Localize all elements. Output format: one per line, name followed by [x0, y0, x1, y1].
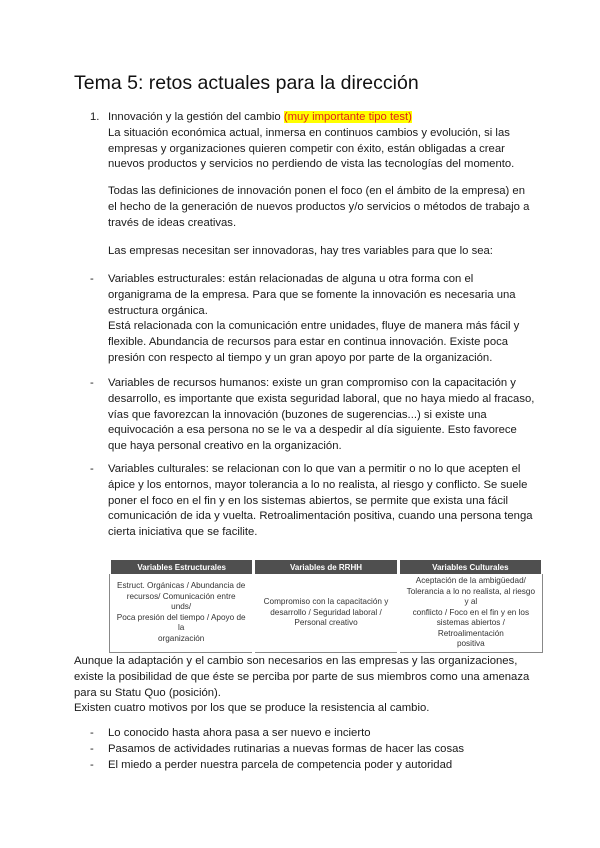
- text-line: La situación económica actual, inmersa en continuos cambios y evolución, si las: [108, 126, 510, 139]
- paragraph-definitions: [108, 184, 553, 231]
- text-line: Variables de recursos humanos: existe un gran compromiso con la capacitación y: [108, 377, 516, 389]
- highlight-note: (muy importante tipo test): [283, 111, 412, 123]
- bullet-dash: -: [90, 377, 94, 389]
- bullet-dash: -: [90, 727, 94, 739]
- table-header: Variables Estructurales: [110, 560, 254, 574]
- text-line: Está relacionada con la comunicación entre unidades, fluye de manera más fácil y: [108, 320, 520, 333]
- text-line: Todas las definiciones de innovación ponen el foco (en el ámbito de la empresa) en: [108, 185, 525, 197]
- text-line: flexible. Abundancia de recursos para estar en continua innovación. Existe poca: [108, 336, 509, 349]
- section-heading-text: Innovación y la gestión del cambio: [108, 111, 284, 123]
- text-line: Existen cuatro motivos por los que se produce la resistencia al cambio.: [74, 702, 430, 715]
- text-line: para su Statu Quo (posición).: [74, 686, 221, 699]
- table-cell-hr: [254, 574, 398, 652]
- table-header: Variables de RRHH: [254, 560, 398, 574]
- cell-line: Tolerancia a lo no realista, al riesgo y al: [406, 586, 535, 606]
- paragraph-variables-intro: Las empresas necesitan ser innovadoras, hay tres variables para que lo sea:: [108, 245, 493, 257]
- cell-line: Compromiso con la capacitación y: [263, 597, 389, 606]
- text-line: cierta iniciativa que se facilite.: [108, 526, 258, 539]
- bullet-structural: [108, 272, 553, 367]
- cell-line: desarrollo / Seguridad laboral /: [270, 607, 382, 617]
- variables-table: [108, 560, 544, 653]
- list-number: 1.: [90, 111, 100, 123]
- page-title: Tema 5: retos actuales para la dirección: [74, 72, 419, 94]
- bullet-dash: -: [90, 463, 94, 475]
- text-line: equivocación a esa persona no se le va a despedir al día siguiente. Esto favorece: [108, 424, 517, 437]
- text-line: vías que favorezcan la innovación (buzones de sugerencias...) si existe una: [108, 408, 487, 421]
- bullet-dash: -: [90, 742, 94, 755]
- cell-line: Aceptación de la ambigüedad/: [415, 576, 526, 585]
- text-line: desarrollo, es importante que exista seguridad laboral, que no haya miedo al fracaso,: [108, 392, 535, 405]
- cell-line: sistemas abiertos / Retroalimentación: [436, 618, 505, 638]
- text-line: empresas y organizaciones quieren competir con éxito, están obligadas a crear: [108, 142, 505, 155]
- cell-line: positiva: [456, 639, 485, 648]
- text-line: poner el foco en el fin y en los sistemas abiertos, se permite que exista una fácil: [108, 494, 508, 507]
- text-line: Aunque la adaptación y el cambio son necesarios en las empresas y las organizaciones,: [74, 655, 518, 667]
- bullet-hr: [108, 376, 553, 455]
- cell-line: organización: [157, 633, 205, 643]
- bullet-dash: -: [90, 758, 94, 771]
- cell-line: recursos/ Comunicación entre unds/: [126, 591, 236, 612]
- cell-line: conflicto / Foco en el fin y en los: [412, 607, 530, 617]
- text-line: existe la posibilidad de que éste se perciba por parte de sus miembros como una amenaza: [74, 670, 530, 683]
- text-line: Variables culturales: se relacionan con lo que van a permitir o no lo que acepten el: [108, 463, 521, 475]
- reason-item: Pasamos de actividades rutinarias a nuevas formas de hacer las cosas: [108, 742, 465, 755]
- bullet-dash: -: [90, 273, 94, 285]
- text-line: el hecho de la generación de nuevos productos y/o servicios o métodos de trabajo a: [108, 200, 530, 213]
- text-line: Variables estructurales: están relacionadas de alguna u otra forma con el: [108, 273, 474, 285]
- cell-line: Estruct. Orgánicas / Abundancia de: [116, 581, 246, 591]
- table-cell-cultural: [398, 574, 542, 652]
- paragraph-intro: [108, 126, 553, 173]
- text-line: organigrama de la empresa. Para que se fomente la innovación es necesaria una: [108, 288, 516, 301]
- reason-item: Lo conocido hasta ahora pasa a ser nuevo e incierto: [108, 727, 371, 739]
- reason-item: El miedo a perder nuestra parcela de competencia poder y autoridad: [108, 758, 453, 771]
- table-header: Variables Culturales: [398, 560, 542, 574]
- cell-line: Personal creativo: [294, 618, 358, 627]
- text-line: ápice y los entornos, mayor tolerancia a lo no realista, al riesgo y conflicto. Se suele: [108, 478, 528, 491]
- text-line: comunicación de ida y vuelta. Retroalimentación positiva, cuando una persona tenga: [108, 510, 533, 523]
- text-line: estructura orgánica.: [108, 304, 208, 317]
- section-heading: [108, 110, 548, 126]
- cell-line: Poca presión del tiempo / Apoyo de la: [116, 612, 246, 633]
- text-line: nuevos productos y servicios no perdiendo de vista las tecnologías del momento.: [108, 158, 515, 171]
- text-line: que haya personal creativo en la organización.: [108, 440, 342, 453]
- table-cell-structural: [110, 574, 254, 652]
- text-line: presión con respecto al tiempo y un gran apoyo por parte de la organización.: [108, 351, 493, 364]
- text-line: través de ideas creativas.: [108, 216, 237, 229]
- bullet-cultural: [108, 462, 553, 541]
- paragraph-resistance: [74, 654, 554, 717]
